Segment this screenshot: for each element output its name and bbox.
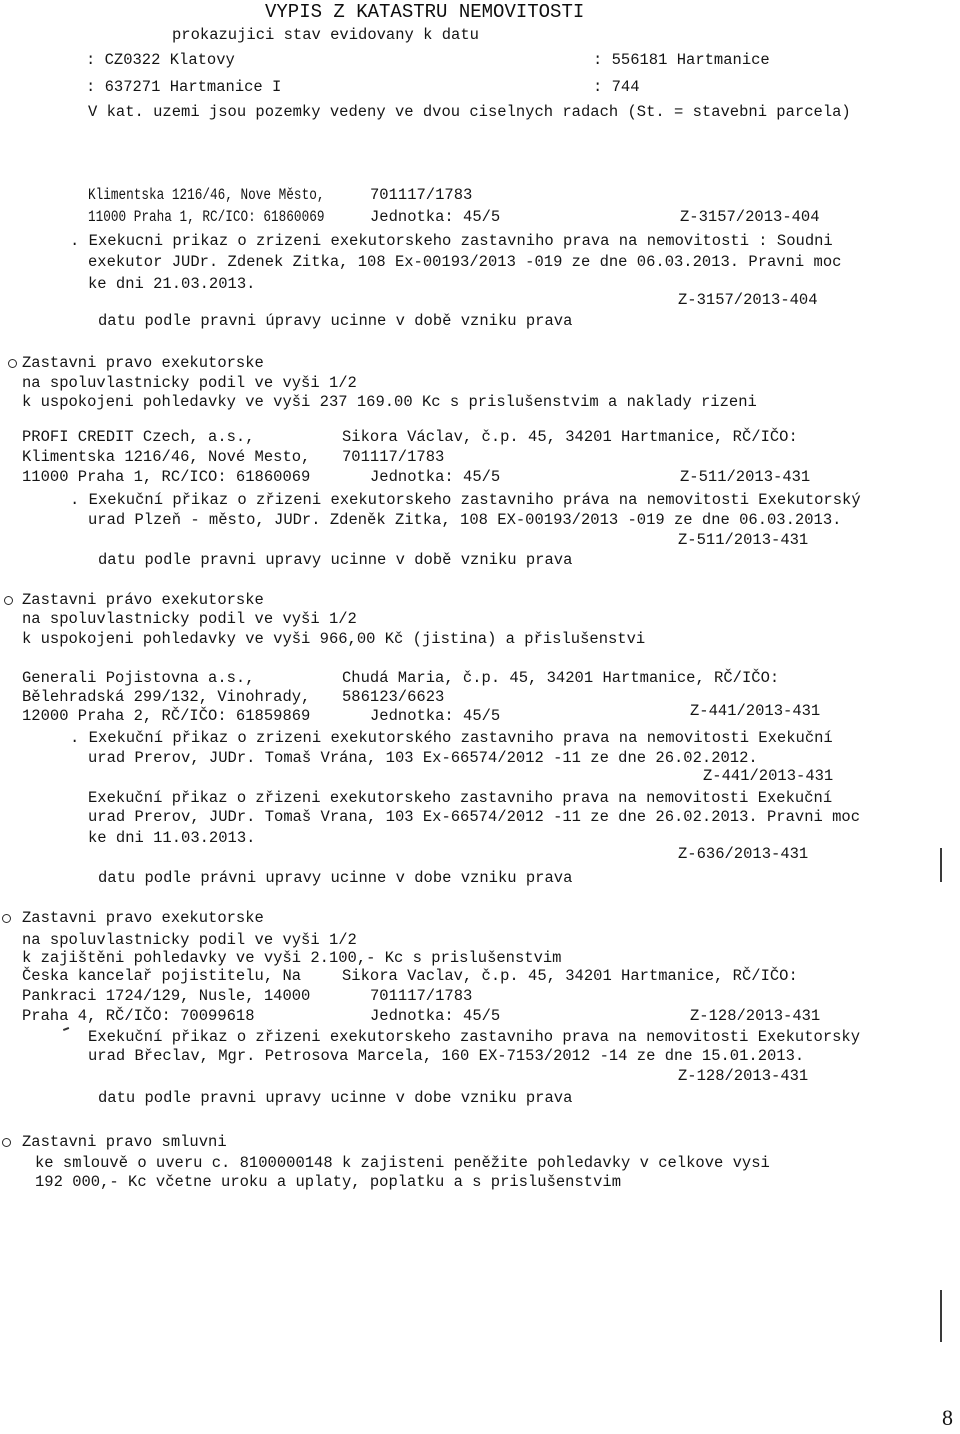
document-line: Exekuční přikaz o zřizeni exekutorskeho zastavniho prava na nemovitosti Exekuční (88, 789, 833, 807)
creditor-line: Klimentska 1216/46, Nove Město, (88, 186, 325, 204)
creditor-line: Česka kancelař pojistitelu, Na (22, 967, 302, 985)
priority-note: datu podle pravni úpravy ucinne v době vzniku prava (98, 312, 573, 330)
document-ref: Z-128/2013-431 (678, 1067, 809, 1085)
document-line: urad Plzeň - město, JUDr. Zdeněk Zitka, 108 EX-00193/2013 -019 ze dne 06.03.2013. (88, 511, 842, 529)
right-detail: na spoluvlastnicky podil ve vyši 1/2 (22, 374, 357, 392)
kat-uzemi-value: : 637271 Hartmanice I (86, 78, 282, 96)
creditor-line: Klimentska 1216/46, Nové Mesto, (22, 448, 311, 466)
creditor-line: 11000 Praha 1, RC/ICO: 61860069 (22, 468, 311, 486)
document-line: Exekuční přikaz o zřizeni exekutorskeho zastavniho prava na nemovitosti Exekutorsky (88, 1028, 861, 1046)
document-line: . Exekucni prikaz o zrizeni exekutorskeho zastavniho prava na nemovitosti : Soudni (70, 232, 833, 250)
page-number: 8 (942, 1405, 953, 1430)
obec-value: : 556181 Hartmanice (593, 51, 770, 69)
priority-note: datu podle právni upravy ucinne v dobe vzniku prava (98, 869, 573, 887)
bullet-marker (4, 596, 13, 605)
scan-artifact (940, 1290, 942, 1342)
bullet-marker (2, 914, 11, 923)
right-detail: 192 000,- Kc včetne uroku a uplaty, poplatku a s prislušenstvim (35, 1173, 621, 1191)
okres-value: : CZ0322 Klatovy (86, 51, 235, 69)
entry-ref: Z-511/2013-431 (680, 468, 811, 486)
unit-label: Jednotka: 45/5 (370, 1007, 501, 1025)
unit-label: Jednotka: 45/5 (370, 468, 501, 486)
priority-note: datu podle pravni upravy ucinne v dobe vzniku prava (98, 1089, 573, 1107)
document-ref: Z-511/2013-431 (678, 531, 809, 549)
list-vlastnictvi-value: : 744 (593, 78, 640, 96)
right-detail: na spoluvlastnicky podil ve vyši 1/2 (22, 931, 357, 949)
document-line: ke dni 11.03.2013. (88, 829, 256, 847)
bullet-marker (2, 1138, 11, 1147)
creditor-line: Generali Pojistovna a.s., (22, 669, 255, 687)
creditor-line: Pankraci 1724/129, Nusle, 14000 (22, 987, 311, 1005)
scan-mark (63, 1027, 69, 1030)
debtor-line: 701117/1783 (342, 448, 445, 466)
creditor-line: PROFI CREDIT Czech, a.s., (22, 428, 255, 446)
bullet-marker (8, 359, 17, 368)
debtor-line: 701117/1783 (370, 987, 473, 1005)
document-title: VYPIS Z KATASTRU NEMOVITOSTI (265, 1, 585, 23)
scan-artifact (940, 848, 942, 882)
document-line: exekutor JUDr. Zdenek Zitka, 108 Ex-00193/2013 -019 ze dne 06.03.2013. Pravni moc (88, 253, 842, 271)
priority-note: datu podle pravni upravy ucinne v době vzniku prava (98, 551, 573, 569)
document-line: ke dni 21.03.2013. (88, 275, 256, 293)
parcel-series-note: V kat. uzemi jsou pozemky vedeny ve dvou ciselnych radach (St. = stavebni parcela) (88, 103, 851, 121)
debtor-line: 586123/6623 (342, 688, 445, 706)
debtor-line: Chudá Maria, č.p. 45, 34201 Hartmanice, RČ/IČO: (342, 669, 780, 687)
document-line: . Exekuční přikaz o zřizeni exekutorskeho zastavniho práva na nemovitosti Exekutorský (70, 491, 861, 509)
entry-ref: Z-3157/2013-404 (680, 208, 820, 226)
document-ref: Z-441/2013-431 (703, 767, 834, 785)
debtor-line: Sikora Václav, č.p. 45, 34201 Hartmanice, RČ/IČO: (342, 428, 798, 446)
document-ref: Z-3157/2013-404 (678, 291, 818, 309)
document-line: urad Prerov, JUDr. Tomaš Vrana, 103 Ex-66574/2012 -11 ze dne 26.02.2013. Pravni moc (88, 808, 861, 826)
document-line: . Exekuční přikaz o zrizeni exekutorského zastavniho prava na nemovitosti Exekuční (70, 729, 833, 747)
right-heading: Zastavni pravo smluvni (22, 1133, 227, 1151)
right-detail: k uspokojeni pohledavky ve vyši 966,00 Kč (jistina) a přislušenstvi (22, 630, 646, 648)
document-line: urad Břeclav, Mgr. Petrosova Marcela, 160 EX-7153/2012 -14 ze dne 15.01.2013. (88, 1047, 805, 1065)
document-subtitle: prokazujici stav evidovany k datu (172, 26, 479, 44)
unit-label: Jednotka: 45/5 (370, 208, 501, 226)
entry-ref: Z-128/2013-431 (690, 1007, 821, 1025)
debtor-line: 701117/1783 (370, 186, 473, 204)
entry-ref: Z-441/2013-431 (690, 702, 821, 720)
document-ref: Z-636/2013-431 (678, 845, 809, 863)
right-heading: Zastavni pravo exekutorske (22, 909, 264, 927)
right-detail: na spoluvlastnicky podil ve vyši 1/2 (22, 610, 357, 628)
creditor-line: 12000 Praha 2, RČ/IČO: 61859869 (22, 707, 311, 725)
unit-label: Jednotka: 45/5 (370, 707, 501, 725)
document-line: urad Prerov, JUDr. Tomaš Vrána, 103 Ex-66574/2012 -11 ze dne 26.02.2012. (88, 749, 758, 767)
debtor-line: Sikora Vaclav, č.p. 45, 34201 Hartmanice, RČ/IČO: (342, 967, 798, 985)
creditor-line: 11000 Praha 1, RC/ICO: 61860069 (88, 208, 325, 226)
creditor-line: Praha 4, RČ/IČO: 70099618 (22, 1007, 255, 1025)
right-detail: ke smlouvě o uveru c. 8100000148 k zajisteni peněžite pohledavky v celkove vysi (35, 1154, 770, 1172)
creditor-line: Bělehradská 299/132, Vinohrady, (22, 688, 311, 706)
right-detail: k uspokojeni pohledavky ve vyši 237 169.00 Kc s prislušenstvim a naklady rizeni (22, 393, 757, 411)
right-heading: Zastavni právo exekutorske (22, 591, 264, 609)
right-detail: k zajištěni pohledavky ve vyši 2.100,- Kc s prislušenstvim (22, 949, 562, 967)
right-heading: Zastavni pravo exekutorske (22, 354, 264, 372)
